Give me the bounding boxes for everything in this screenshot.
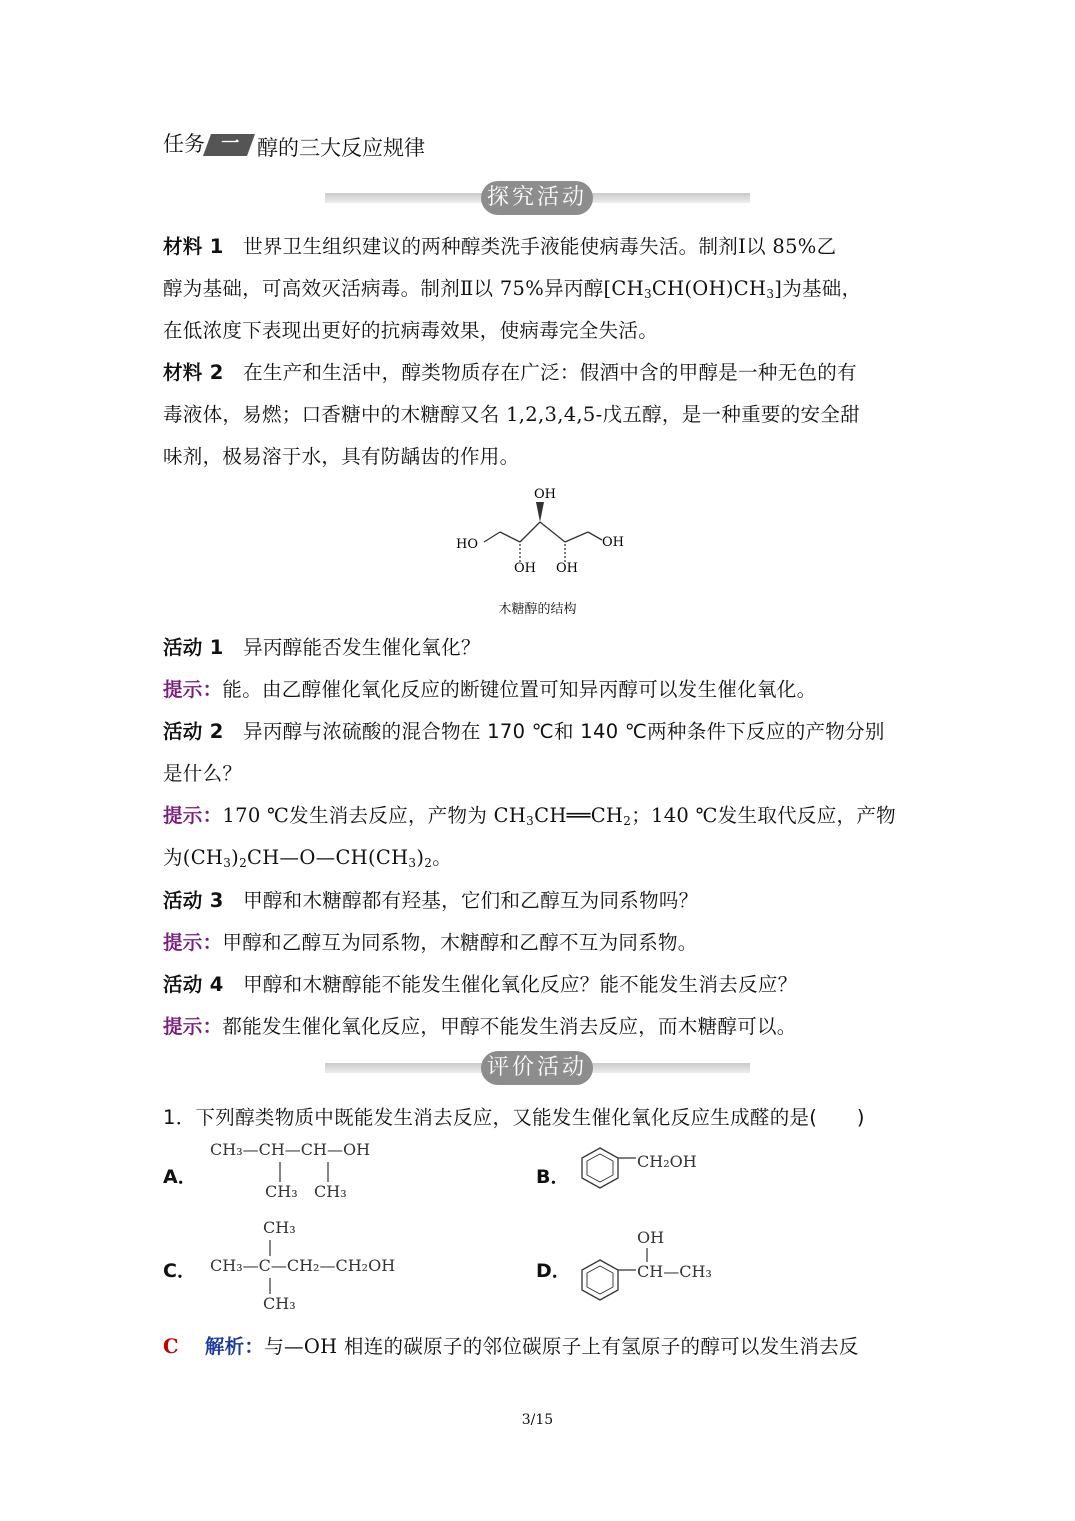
- bond: [500, 532, 520, 542]
- subscript: 3: [766, 287, 775, 301]
- bond: [484, 532, 500, 542]
- option-c-main: CH₃—C—CH₂—CH₂OH: [210, 1256, 396, 1275]
- inner-ring: [587, 1154, 613, 1182]
- text-seg: ]为基础，: [774, 277, 862, 300]
- activity-label: 活动 4: [163, 973, 224, 996]
- material2-label: 材料 2: [163, 361, 224, 384]
- task-title: 醇的三大反应规律: [257, 136, 425, 160]
- bond: [565, 532, 588, 542]
- material2-line3: 味剂，极易溶于水，具有防龋齿的作用。: [163, 445, 520, 468]
- activity3-question: [163, 885, 698, 913]
- material1-line1: [163, 231, 836, 259]
- activity4-tip: [163, 1011, 797, 1039]
- oh-label: OH: [514, 561, 536, 576]
- inner-ring: [587, 1266, 613, 1294]
- text-seg: 170 ℃发生消去反应，产物为 CH: [222, 804, 527, 827]
- option-a-branch-bonds: [260, 1160, 340, 1184]
- wedge-bond: [536, 502, 544, 522]
- structure-caption: 木糖醇的结构: [498, 602, 577, 617]
- activity3-tip: [163, 927, 698, 955]
- activity-label: 活动 1: [163, 636, 224, 659]
- option-b-group: CH₂OH: [637, 1152, 697, 1171]
- tip-text: 都能发生催化氧化反应，甲醇不能发生消去反应，而木糖醇可以。: [222, 1015, 797, 1038]
- activity-label: 活动 3: [163, 889, 224, 912]
- activity4-question: [163, 969, 797, 997]
- material1-text: 世界卫生组织建议的两种醇类洗手液能使病毒失活。制剂Ⅰ以 85%乙: [243, 235, 837, 258]
- task-heading: [163, 128, 425, 158]
- subscript: 3: [223, 856, 232, 870]
- section-banner-evaluate: [325, 1056, 750, 1080]
- tip-label: 提示：: [163, 931, 223, 954]
- option-a-sub1: CH₃: [265, 1182, 298, 1201]
- activity2-tip-line1: [163, 800, 896, 828]
- bond: [540, 522, 565, 542]
- material1-line2: [163, 273, 861, 301]
- ho-label: HO: [456, 537, 478, 552]
- activity-label: 活动 2: [163, 720, 224, 743]
- text-seg: 。: [432, 846, 453, 869]
- material2-text: 在生产和生活中，醇类物质存在广泛：假酒中含的甲醇是一种无色的有: [243, 361, 857, 384]
- text-seg: 醇为基础，可高效灭活病毒。制剂Ⅱ以 75%异丙醇[CH: [163, 277, 644, 300]
- oh-label: OH: [556, 561, 578, 576]
- activity-question-text: 异丙醇能否发生催化氧化？: [243, 636, 481, 659]
- option-c-top: CH₃: [263, 1218, 296, 1237]
- tip-text: 能。由乙醇催化氧化反应的断键位置可知异丙醇可以发生催化氧化。: [222, 678, 817, 701]
- subscript: 2: [623, 814, 632, 828]
- analysis-label: 解析：: [204, 1335, 265, 1358]
- text-seg: ；140 ℃发生取代反应，产物: [631, 804, 896, 827]
- option-c-bottom: CH₃: [263, 1294, 296, 1313]
- bond: [588, 532, 602, 540]
- tip-label: 提示：: [163, 804, 223, 827]
- text-seg: ): [231, 846, 240, 869]
- tip-label: 提示：: [163, 678, 223, 701]
- activity1-question: [163, 632, 481, 660]
- text-seg: 为(CH: [163, 846, 224, 869]
- banner-label: 探究活动: [481, 181, 593, 215]
- option-a-label: A．: [163, 1166, 197, 1188]
- option-a-main: CH₃—CH—CH—OH: [210, 1140, 371, 1159]
- subscript: 2: [239, 856, 248, 870]
- option-c-label: C．: [163, 1260, 196, 1282]
- benzene-ring-icon: [580, 1144, 640, 1194]
- activity2-question-line2: 是什么？: [163, 762, 243, 785]
- oh-label: OH: [534, 487, 556, 502]
- material2-line1: [163, 357, 857, 385]
- tip-label: 提示：: [163, 1015, 223, 1038]
- xylitol-structure-diagram: [440, 480, 640, 580]
- text-seg: CH(OH)CH: [651, 277, 767, 300]
- activity2-tip-line2: [163, 842, 452, 870]
- task-number-badge: 一: [203, 134, 255, 156]
- oh-label: OH: [602, 535, 624, 550]
- activity-question-text: 甲醇和木糖醇能不能发生催化氧化反应？能不能发生消去反应？: [243, 973, 798, 996]
- activity1-tip: [163, 674, 816, 702]
- option-d-label: D．: [536, 1260, 571, 1282]
- option-b-label: B．: [536, 1166, 570, 1188]
- option-a-sub2: CH₃: [314, 1182, 347, 1201]
- text-seg: CH—O—CH(CH: [247, 846, 409, 869]
- answer-letter: C: [163, 1335, 179, 1358]
- task-label: 任务: [163, 132, 205, 156]
- subscript: 2: [424, 856, 433, 870]
- section-banner-explore: [325, 186, 750, 210]
- option-d-top: OH: [637, 1228, 665, 1247]
- bond: [520, 522, 540, 542]
- banner-label: 评价活动: [481, 1051, 593, 1085]
- analysis-text: 与—OH 相连的碳原子的邻位碳原子上有氢原子的醇可以发生消去反: [264, 1335, 859, 1358]
- answer-line: [163, 1331, 859, 1359]
- material2-line2: 毒液体，易燃；口香糖中的木糖醇又名 1,2,3,4,5-戊五醇，是一种重要的安全甜: [163, 403, 860, 426]
- tip-text: 甲醇和乙醇互为同系物，木糖醇和乙醇不互为同系物。: [222, 931, 698, 954]
- subscript: 3: [408, 856, 417, 870]
- page-number: 3/15: [521, 1412, 554, 1428]
- activity-question-text: 甲醇和木糖醇都有羟基，它们和乙醇互为同系物吗？: [243, 889, 699, 912]
- material1-line3: 在低浓度下表现出更好的抗病毒效果，使病毒完全失活。: [163, 319, 659, 342]
- activity2-question-line1: [163, 716, 885, 744]
- option-d-main: CH—CH₃: [637, 1262, 712, 1281]
- text-seg: CH══CH: [534, 804, 624, 827]
- subscript: 3: [643, 287, 652, 301]
- material1-label: 材料 1: [163, 235, 224, 258]
- text-seg: ): [416, 846, 425, 869]
- question1-stem: 1．下列醇类物质中既能发生消去反应，又能发生催化氧化反应生成醛的是( ): [163, 1106, 865, 1129]
- subscript: 3: [526, 814, 535, 828]
- activity-question-text: 异丙醇与浓硫酸的混合物在 170 ℃和 140 ℃两种条件下反应的产物分别: [243, 720, 885, 743]
